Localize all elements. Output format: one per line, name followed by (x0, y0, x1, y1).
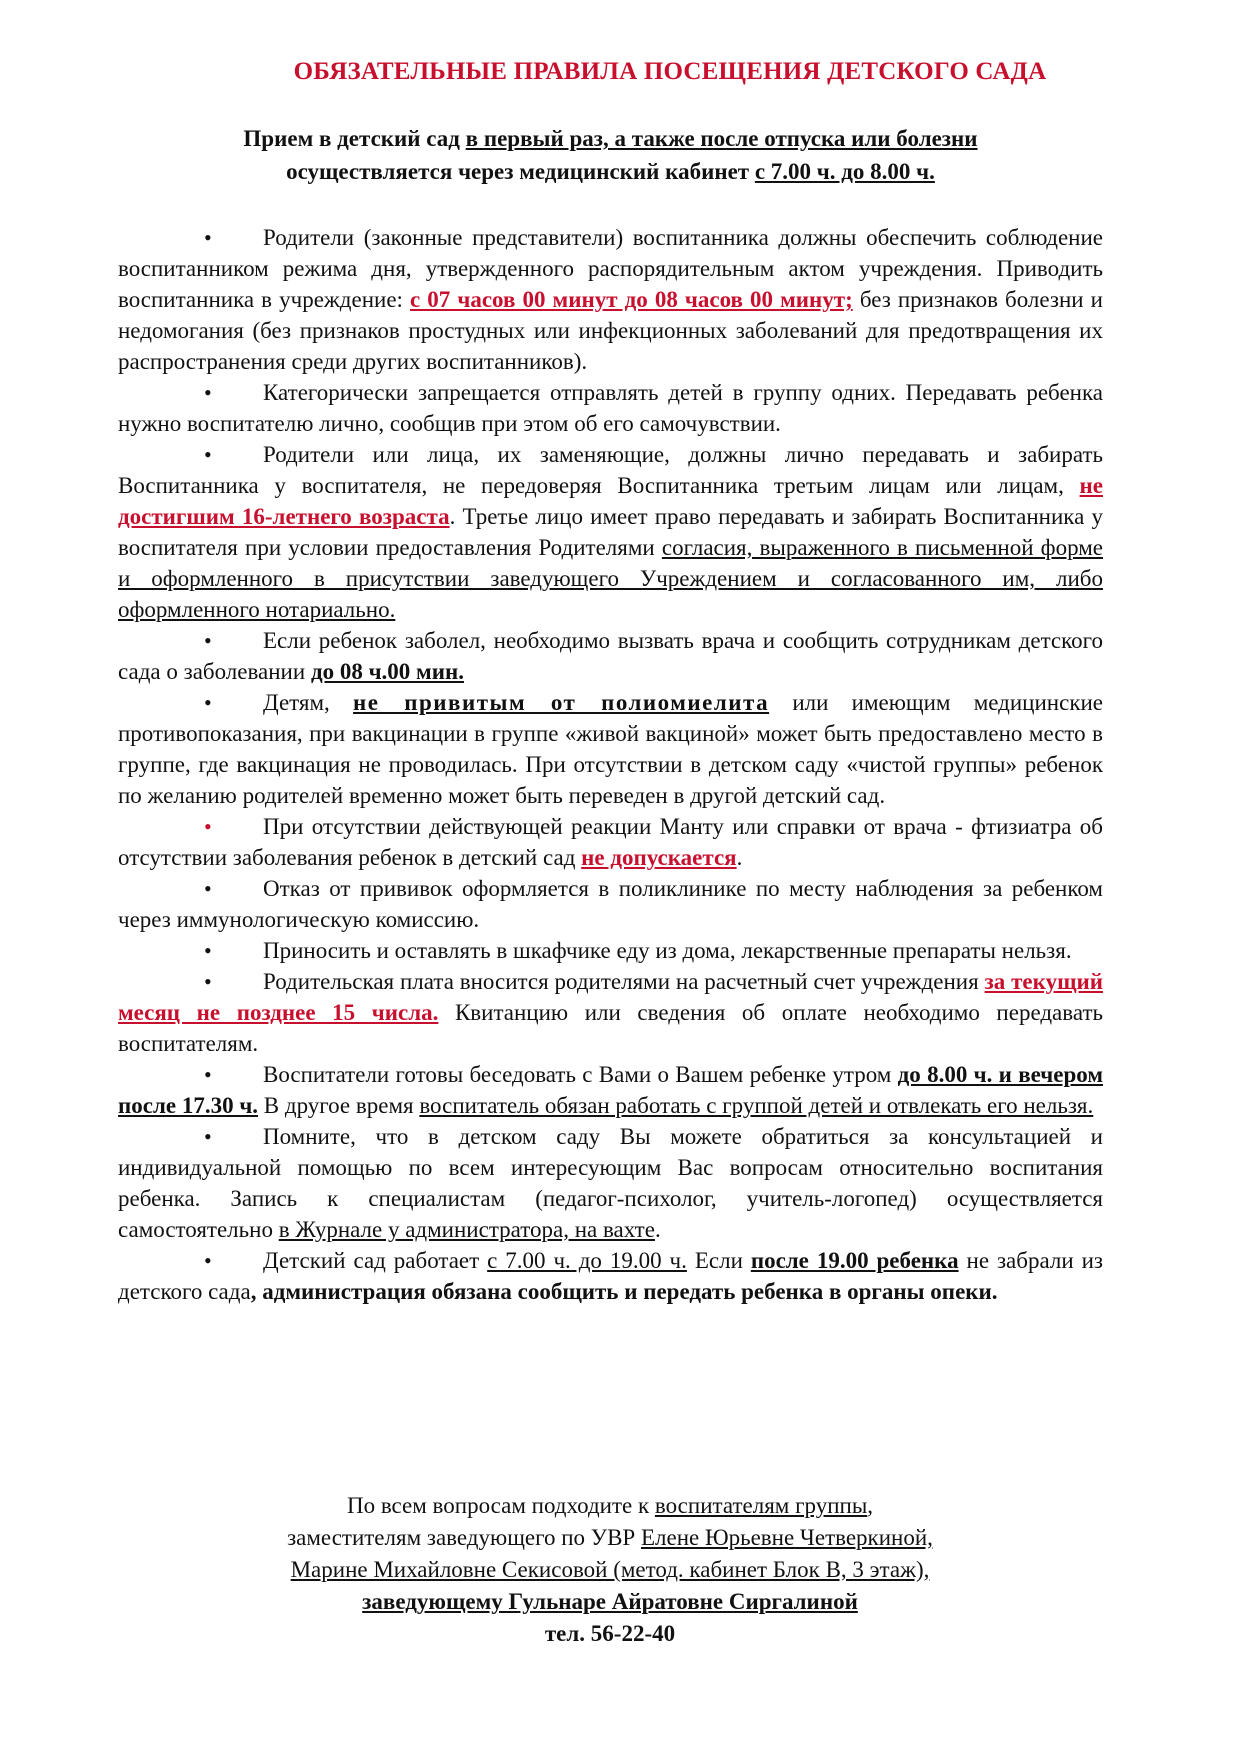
bullet-icon: • (204, 969, 212, 994)
intro-block (118, 122, 1103, 188)
rule-item (118, 222, 1103, 377)
rule-text: . (736, 845, 743, 870)
rule-text: Родительская плата вносится родителями на расчетный счет учреждения (263, 969, 985, 994)
rule-item (118, 1059, 1103, 1121)
contacts-line: Марине Михайловне Секисовой (метод. кабинет Блок В, 3 этаж), (290, 1557, 930, 1582)
rule-item (118, 687, 1103, 811)
rule-highlight: с 07 часов 00 минут до 08 часов 00 минут; (410, 287, 853, 312)
rule-text: Если (686, 1248, 751, 1273)
bullet-icon: • (204, 1124, 212, 1149)
rule-underlined: согласия, выраженного в письменной форме и оформленного в присутствии заведующего Учреждением и согласованного им, либо оформленного нотариально. (118, 535, 1103, 622)
rule-item (118, 439, 1103, 625)
rule-text: Если ребенок заболел, необходимо вызвать врача и сообщить сотрудникам детского сада о заболевании (118, 628, 1103, 684)
rule-text: Помните, что в детском саду Вы можете обратиться за консультацией и индивидуальной помощью по всем интересующим Вас вопросам относительно воспитания ребенка. Запись к специалистам (педагог-психолог, учитель-логопед) осуществляется самостоятельно (118, 1124, 1103, 1242)
rule-text: Родители или лица, их заменяющие, должны лично передавать и забирать Воспитанника у воспитателя, не передоверяя Воспитанника третьим лицам или лицам, (118, 442, 1103, 498)
rule-item (118, 1245, 1103, 1307)
rule-item (118, 377, 1103, 439)
rule-text: При отсутствии действующей реакции Манту или справки от врача - фтизиатра об отсутствии заболевания ребенок в детский сад (118, 814, 1103, 870)
rule-deadline: до 08 ч.00 мин. (310, 659, 464, 684)
intro-text: осуществляется через медицинский кабинет (286, 159, 755, 184)
bullet-icon: • (204, 814, 212, 839)
rule-text: Категорически запрещается отправлять детей в группу одних. Передавать ребенка нужно воспитателю лично, сообщив при этом об его самочувствии. (118, 380, 1103, 436)
intro-line-2 (118, 155, 1103, 188)
intro-line-1 (118, 122, 1103, 155)
rule-text: В другое время (258, 1093, 420, 1118)
rule-text: Детям, (263, 690, 354, 715)
bullet-icon: • (204, 442, 212, 467)
contacts-text: , (867, 1493, 874, 1518)
rule-text: Отказ от прививок оформляется в поликлинике по месту наблюдения за ребенком через иммунологическую комиссию. (118, 876, 1103, 932)
rule-item (118, 1121, 1103, 1245)
contacts-underlined: воспитателям группы (654, 1493, 868, 1518)
contacts-line (200, 1490, 1020, 1522)
rule-text: или имеющим медицинские противопоказания, при вакцинации в группе «живой вакциной» может быть предоставлено место в группе, где вакцинация не проводилась. При отсутствии в детском саду «чистой группы» ребенок по желанию родителей временно может быть переведен в другой детский сад. (118, 690, 1104, 808)
rule-text: без признаков болезни и недомогания (без признаков простудных или инфекционных заболеваний для предотвращения их распространения среди других воспитанников). (118, 287, 1103, 374)
intro-emphasis: в первый раз, а также после отпуска или болезни (465, 126, 978, 151)
rule-warning: , администрация обязана сообщить и передать ребенка в органы опеки. (250, 1279, 998, 1304)
contacts-underlined: Елене Юрьевне Четверкиной, (640, 1525, 933, 1550)
rule-emphasis: после 19.00 ребенка (750, 1248, 959, 1273)
rule-emphasis: не привитым от полиомиелита (353, 690, 770, 715)
contacts-phone: тел. 56-22-40 (544, 1621, 676, 1646)
rule-item (118, 935, 1103, 966)
contacts-line (200, 1522, 1020, 1554)
intro-hours: с 7.00 ч. до 8.00 ч. (754, 159, 935, 184)
rule-highlight: не допускается (581, 845, 737, 870)
intro-text: Прием в детский сад (243, 126, 466, 151)
bullet-icon: • (204, 1062, 212, 1087)
contacts-head: заведующему Гульнаре Айратовне Сиргалиной (362, 1589, 858, 1614)
contacts-block (200, 1490, 1020, 1650)
rule-item (118, 873, 1103, 935)
bullet-icon: • (204, 380, 212, 405)
rule-hours: с 7.00 ч. до 19.00 ч. (487, 1248, 687, 1273)
rule-text: Детский сад работает (263, 1248, 488, 1273)
bullet-icon: • (204, 690, 212, 715)
contacts-text: заместителям заведующего по УВР (287, 1525, 641, 1550)
rule-underlined: в Журнале у администратора, на вахте (278, 1217, 655, 1242)
rule-underlined: воспитатель обязан работать с группой детей и отвлекать его нельзя. (419, 1093, 1094, 1118)
rule-highlight: не достигшим 16-летнего возраста (118, 473, 1103, 529)
rule-item (118, 625, 1103, 687)
rules-list (118, 222, 1103, 1307)
rule-text: Квитанцию или сведения об оплате необходимо передавать воспитателям. (118, 1000, 1103, 1056)
bullet-icon: • (204, 628, 212, 653)
rule-item (118, 966, 1103, 1059)
rule-text: Родители (законные представители) воспитанника должны обеспечить соблюдение воспитанником режима дня, утвержденного распорядительным актом учреждения. Приводить воспитанника в учреждение: (118, 225, 1103, 312)
bullet-icon: • (204, 876, 212, 901)
rule-text: не забрали из детского сада (118, 1248, 1103, 1304)
rule-text: . Третье лицо имеет право передавать и забирать Воспитанника у воспитателя при условии предоставления Родителями (118, 504, 1103, 560)
page-title: ОБЯЗАТЕЛЬНЫЕ ПРАВИЛА ПОСЕЩЕНИЯ ДЕТСКОГО САДА (293, 58, 1047, 85)
rule-text: Воспитатели готовы беседовать с Вами о Вашем ребенке утром (263, 1062, 898, 1087)
contacts-text: По всем вопросам подходите к (346, 1493, 655, 1518)
bullet-icon: • (204, 1248, 212, 1273)
rule-item (118, 811, 1103, 873)
bullet-icon: • (204, 225, 212, 250)
rule-text: Приносить и оставлять в шкафчике еду из дома, лекарственные препараты нельзя. (263, 938, 1072, 963)
rule-highlight: за текущий месяц не позднее 15 числа. (118, 969, 1103, 1025)
rule-text: . (654, 1217, 661, 1242)
bullet-icon: • (204, 938, 212, 963)
rule-hours: до 8.00 ч. и вечером после 17.30 ч. (118, 1062, 1103, 1118)
